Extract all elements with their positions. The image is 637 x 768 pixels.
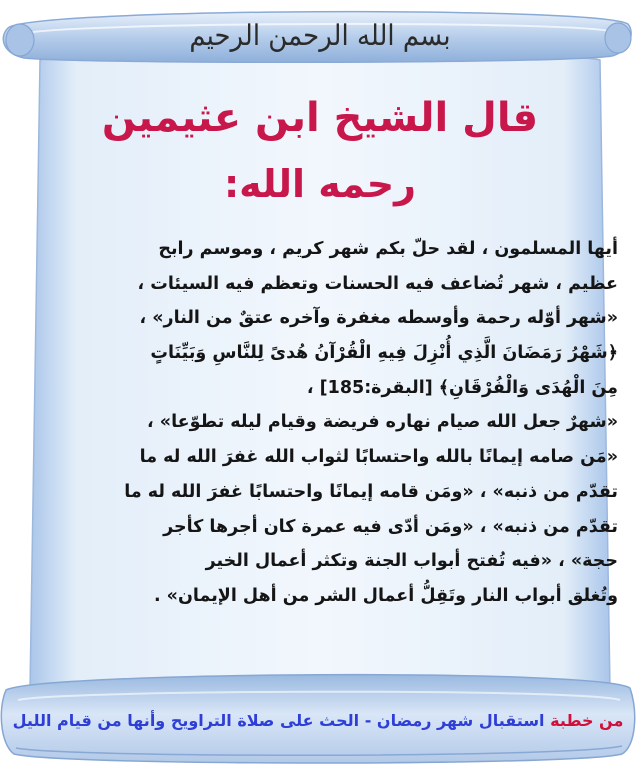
quote-line: تقدّم من ذنبه» ، «ومَن قامه إيمانًا واحتسابًا غفرَ الله له ما (124, 481, 618, 502)
page-subtitle: رحمه الله: (223, 162, 417, 206)
footer-prefix: من خطبة (550, 711, 624, 730)
quote-line: «شهرٌ جعل الله صيام نهاره فريضة وقيام ليله تطوّعا» ، (147, 412, 618, 433)
page-title: قال الشيخ ابن عثيمين (101, 95, 539, 141)
quote-line: تقدّم من ذنبه» ، «ومَن أدّى فيه عمرة كان أجرها كأجر (163, 516, 618, 537)
quote-line: عظيم ، شهر تُضاعف فيه الحسنات وتعظم فيه السيئات ، (137, 273, 618, 294)
quote-body (22, 232, 618, 614)
basmala-calligraphy: بسم الله الرحمن الرحيم (189, 19, 451, 53)
quote-line: وتُغلق أبواب النار وتَقِلُّ أعمال الشر من أهل الإيمان» . (153, 585, 618, 606)
quote-line: «شهر أوّله رحمة وأوسطه مغفرة وآخره عتقٌ من النار» ، (139, 308, 618, 329)
quote-line: أيها المسلمون ، لقد حلّ بكم شهر كريم ، وموسم رابح (158, 239, 618, 259)
quote-line: ﴿شَهْرُ رَمَضَانَ الَّذِي أُنْزِلَ فِيهِ الْقُرْآنُ هُدىً لِلنَّاسِ وَبَيِّنَاتٍ (150, 343, 618, 364)
quote-line: مِنَ الْهُدَى وَالْفُرْقَانِ﴾ [البقرة:185] ، (306, 377, 618, 398)
quote-line: «مَن صامه إيمانًا بالله واحتسابًا لثواب الله غفرَ الله له ما (139, 447, 618, 468)
source-footer (12, 706, 624, 736)
quote-line: حجة» ، «فيه تُفتح أبواب الجنة وتكثر أعمال الخير (205, 551, 618, 572)
footer-source-title: استقبال شهر رمضان - الحث على صلاة التراويح وأنها من قيام الليل (12, 711, 545, 730)
